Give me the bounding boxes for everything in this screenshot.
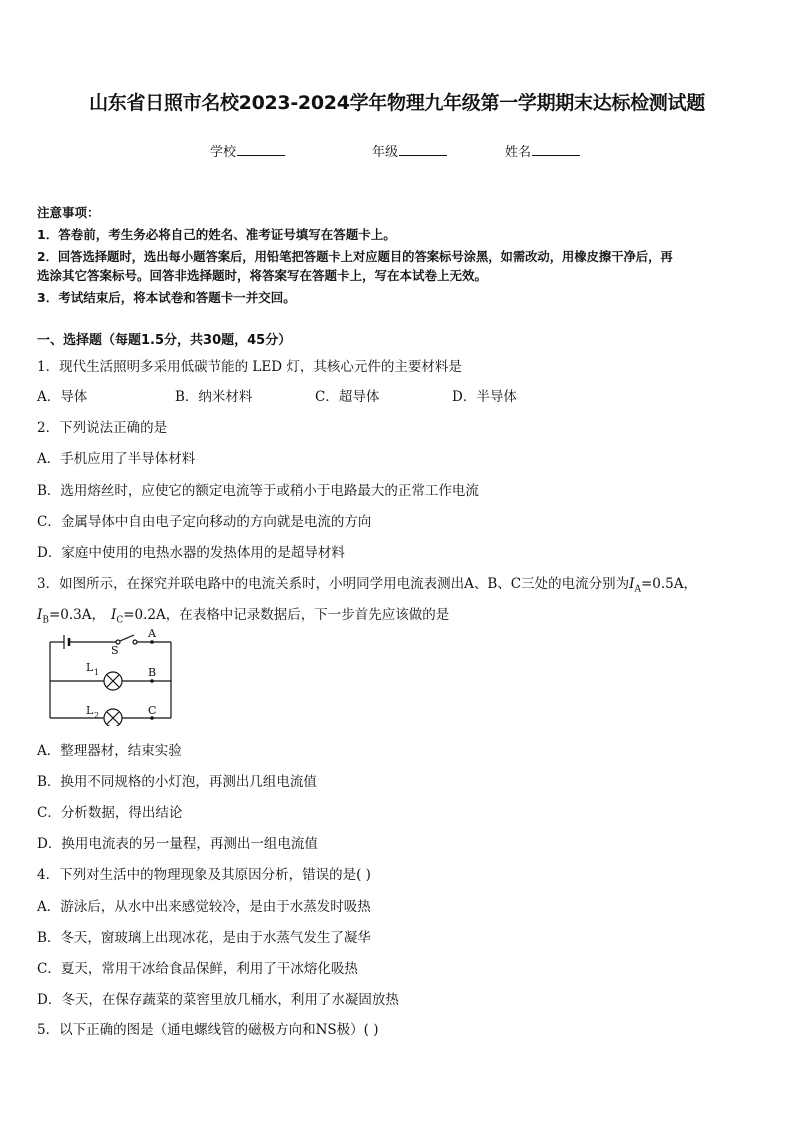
current-symbol: I xyxy=(111,607,117,623)
q2-option-c: C．金属导体中自由电子定向移动的方向就是电流的方向 xyxy=(37,514,372,530)
switch-blade xyxy=(120,635,134,641)
current-a-value: =0.5A， xyxy=(640,576,697,592)
q3-option-b: B．换用不同规格的小灯泡，再测出几组电流值 xyxy=(37,774,317,790)
q4-option-b: B．冬天，窗玻璃上出现冰花，是由于水蒸气发生了凝华 xyxy=(37,930,371,946)
grade-label: 年级 xyxy=(372,145,399,160)
q2-option-d: D．家庭中使用的电热水器的发热体用的是超导材料 xyxy=(37,545,345,561)
current-symbol: I xyxy=(37,607,43,623)
parallel-circuit-diagram xyxy=(44,626,184,726)
point-a-dot xyxy=(150,640,154,644)
subscript-b: B xyxy=(42,615,49,626)
q4-option-c: C．夏天，常用干冰给食品保鲜，利用了干冰熔化吸热 xyxy=(37,961,358,977)
switch-label: S xyxy=(111,644,119,657)
q4-option-a: A．游泳后，从水中出来感觉较冷，是由于水蒸发时吸热 xyxy=(37,899,371,915)
lamp2-label: L xyxy=(86,704,94,717)
question-5-stem: 5．以下正确的图是（通电螺线管的磁极方向和NS极）( ) xyxy=(37,1022,379,1038)
notice-item: 1．答卷前，考生务必将自己的姓名、准考证号填写在答题卡上。 xyxy=(37,227,396,242)
lamp2-subscript: 2 xyxy=(94,711,100,720)
name-field xyxy=(505,141,580,160)
switch-contact-right xyxy=(133,640,137,644)
school-label: 学校 xyxy=(210,145,237,160)
subscript-c: C xyxy=(116,615,124,626)
point-a-label: A xyxy=(148,627,156,640)
page-title: 山东省日照市名校2023-2024学年物理九年级第一学期期末达标检测试题 xyxy=(89,92,705,114)
current-b-value: =0.3A， xyxy=(48,607,105,623)
question-1-stem: 1．现代生活照明多采用低碳节能的 LED 灯，其核心元件的主要材料是 xyxy=(37,359,462,375)
q1-option-b: B．纳米材料 xyxy=(175,389,253,405)
school-blank xyxy=(237,143,285,156)
q1-option-d: D．半导体 xyxy=(452,389,517,405)
q3-option-c: C．分析数据，得出结论 xyxy=(37,805,183,821)
school-field xyxy=(210,141,285,160)
question-4-stem: 4．下列对生活中的物理现象及其原因分析，错误的是( ) xyxy=(37,867,371,883)
point-c-label: C xyxy=(148,704,157,717)
grade-blank xyxy=(399,143,447,156)
point-b-dot xyxy=(150,679,154,683)
lamp1-label: L xyxy=(86,661,94,674)
q1-option-c: C．超导体 xyxy=(315,389,380,405)
notice-heading: 注意事项： xyxy=(37,205,100,220)
question-2-stem: 2．下列说法正确的是 xyxy=(37,420,168,436)
q1-option-a: A．导体 xyxy=(37,389,88,405)
lamp1-subscript: 1 xyxy=(94,668,100,677)
notice-item: 选涂其它答案标号。回答非选择题时，将答案写在答题卡上，写在本试卷上无效。 xyxy=(37,268,488,283)
notice-item: 2．回答选择题时，选出每小题答案后，用铅笔把答题卡上对应题目的答案标号涂黑，如需改动，用橡皮擦干净后，再 xyxy=(37,250,673,264)
notice-item: 3．考试结束后，将本试卷和答题卡一并交回。 xyxy=(37,290,296,305)
q4-option-d: D．冬天，在保存蔬菜的菜窖里放几桶水，利用了水凝固放热 xyxy=(37,992,399,1008)
q3-stem-text: 3．如图所示，在探究并联电路中的电流关系时，小明同学用电流表测出A、B、C三处的电流分别为 xyxy=(37,576,630,592)
grade-field xyxy=(372,141,447,160)
question-3-stem xyxy=(37,572,697,595)
q2-option-a: A．手机应用了半导体材料 xyxy=(37,451,196,467)
current-symbol: I xyxy=(629,576,635,592)
subscript-a: A xyxy=(634,584,641,595)
q2-option-b: B．选用熔丝时，应使它的额定电流等于或稍小于电路最大的正常工作电流 xyxy=(37,483,479,499)
name-blank xyxy=(532,143,580,156)
current-c-value-and-text: =0.2A，在表格中记录数据后，下一步首先应该做的是 xyxy=(123,607,450,623)
section-heading: 一、选择题（每题1.5分，共30题，45分） xyxy=(37,333,292,348)
name-label: 姓名 xyxy=(505,145,532,160)
question-3-stem-line2 xyxy=(37,603,449,626)
point-b-label: B xyxy=(148,666,157,679)
q3-option-a: A．整理器材，结束实验 xyxy=(37,743,182,759)
q3-option-d: D．换用电流表的另一量程，再测出一组电流值 xyxy=(37,836,318,852)
